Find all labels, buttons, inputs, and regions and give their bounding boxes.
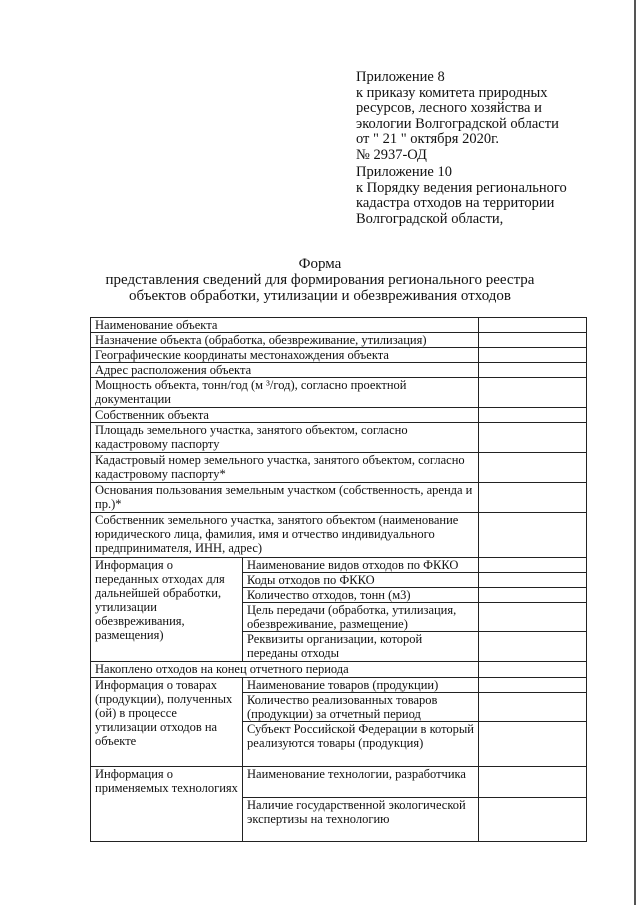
sub-row-label: Реквизиты организации, которой переданы отходы <box>243 632 479 662</box>
value-cell[interactable] <box>479 767 587 798</box>
table-row <box>91 348 587 363</box>
appendix-10-line: к Порядку ведения регионального <box>356 179 567 196</box>
table-row <box>91 558 587 573</box>
table-row <box>91 378 587 408</box>
row-label: Основания пользования земельным участком (собственность, аренда и пр.)* <box>91 483 479 513</box>
appendix-10-title: Приложение 10 <box>356 164 452 180</box>
value-cell[interactable] <box>479 483 587 513</box>
value-cell[interactable] <box>479 573 587 588</box>
appendix-10-line: кадастра отходов на территории <box>356 195 555 211</box>
table-row <box>91 423 587 453</box>
value-cell[interactable] <box>479 693 587 722</box>
sub-row-label: Наименование видов отходов по ФККО <box>243 558 479 573</box>
row-label: Адрес расположения объекта <box>91 363 479 378</box>
value-cell[interactable] <box>479 348 587 363</box>
appendix-10-line: Волгоградской области, <box>356 210 504 227</box>
value-cell[interactable] <box>479 408 587 423</box>
row-label: Географические координаты местонахождения объекта <box>91 348 479 363</box>
table-row <box>91 662 587 678</box>
group-label-technologies: Информация о применяемых технологиях <box>91 767 243 842</box>
row-label: Площадь земельного участка, занятого объектом, согласно кадастровому паспорту <box>91 423 479 453</box>
table-row <box>91 513 587 558</box>
table-row <box>91 408 587 423</box>
value-cell[interactable] <box>479 318 587 333</box>
sub-row-label: Количество реализованных товаров (продукции) за отчетный период <box>243 693 479 722</box>
appendix-8-line: к приказу комитета природных <box>356 84 548 101</box>
sub-row-label: Количество отходов, тонн (м3) <box>243 588 479 603</box>
form-heading: Форма <box>298 256 342 272</box>
appendix-8-line: экологии Волгоградской области <box>356 115 559 132</box>
group-label-transferred-waste: Информация о переданных отходах для дальнейшей обработки, утилизации обезвреживания, размещения) <box>91 558 243 662</box>
appendix-8-number: № 2937-ОД <box>356 146 427 163</box>
page-edge-line <box>634 0 636 905</box>
table-row <box>91 483 587 513</box>
table-row <box>91 333 587 348</box>
value-cell[interactable] <box>479 603 587 632</box>
value-cell[interactable] <box>479 363 587 378</box>
value-cell[interactable] <box>479 378 587 408</box>
value-cell[interactable] <box>479 333 587 348</box>
row-label: Собственник земельного участка, занятого объектом (наименование юридического лица, фамилия, имя и отчество индивидуального предпринимателя, ИНН, адрес) <box>91 513 479 558</box>
row-label: Собственник объекта <box>91 408 479 423</box>
sub-row-label: Наличие государственной экологической экспертизы на технологию <box>243 798 479 842</box>
sub-row-label: Наименование технологии, разработчика <box>243 767 479 798</box>
appendix-8-date: от " 21 " октября 2020г. <box>356 131 500 147</box>
sub-row-label: Субъект Российской Федерации в который реализуются товары (продукция) <box>243 722 479 767</box>
registry-table <box>90 317 587 842</box>
row-label: Накоплено отходов на конец отчетного периода <box>91 662 479 678</box>
appendix-8-title: Приложение 8 <box>356 69 445 85</box>
value-cell[interactable] <box>479 722 587 767</box>
form-title <box>0 256 640 304</box>
row-label: Кадастровый номер земельного участка, занятого объектом, согласно кадастровому паспорту* <box>91 453 479 483</box>
row-label: Назначение объекта (обработка, обезвреживание, утилизация) <box>91 333 479 348</box>
value-cell[interactable] <box>479 513 587 558</box>
group-label-products: Информация о товарах (продукции), полученных (ой) в процессе утилизации отходов на объекте <box>91 678 243 767</box>
appendix-8-header <box>356 70 596 163</box>
value-cell[interactable] <box>479 453 587 483</box>
value-cell[interactable] <box>479 588 587 603</box>
appendix-8-line: ресурсов, лесного хозяйства и <box>356 100 542 116</box>
appendix-10-header <box>356 165 596 227</box>
value-cell[interactable] <box>479 678 587 693</box>
row-label: Мощность объекта, тонн/год (м ³/год), согласно проектной документации <box>91 378 479 408</box>
value-cell[interactable] <box>479 423 587 453</box>
sub-row-label: Цель передачи (обработка, утилизация, обезвреживание, размещение) <box>243 603 479 632</box>
table-row <box>91 453 587 483</box>
value-cell[interactable] <box>479 798 587 842</box>
form-subtitle-line-2: объектов обработки, утилизации и обезвреживания отходов <box>129 288 511 304</box>
value-cell[interactable] <box>479 558 587 573</box>
value-cell[interactable] <box>479 632 587 662</box>
sub-row-label: Наименование товаров (продукции) <box>243 678 479 693</box>
table-row <box>91 678 587 693</box>
form-subtitle-line-1: представления сведений для формирования регионального реестра <box>105 272 535 288</box>
table-row <box>91 318 587 333</box>
row-label: Наименование объекта <box>91 318 479 333</box>
sub-row-label: Коды отходов по ФККО <box>243 573 479 588</box>
value-cell[interactable] <box>479 662 587 678</box>
table-row <box>91 363 587 378</box>
table-row <box>91 767 587 798</box>
